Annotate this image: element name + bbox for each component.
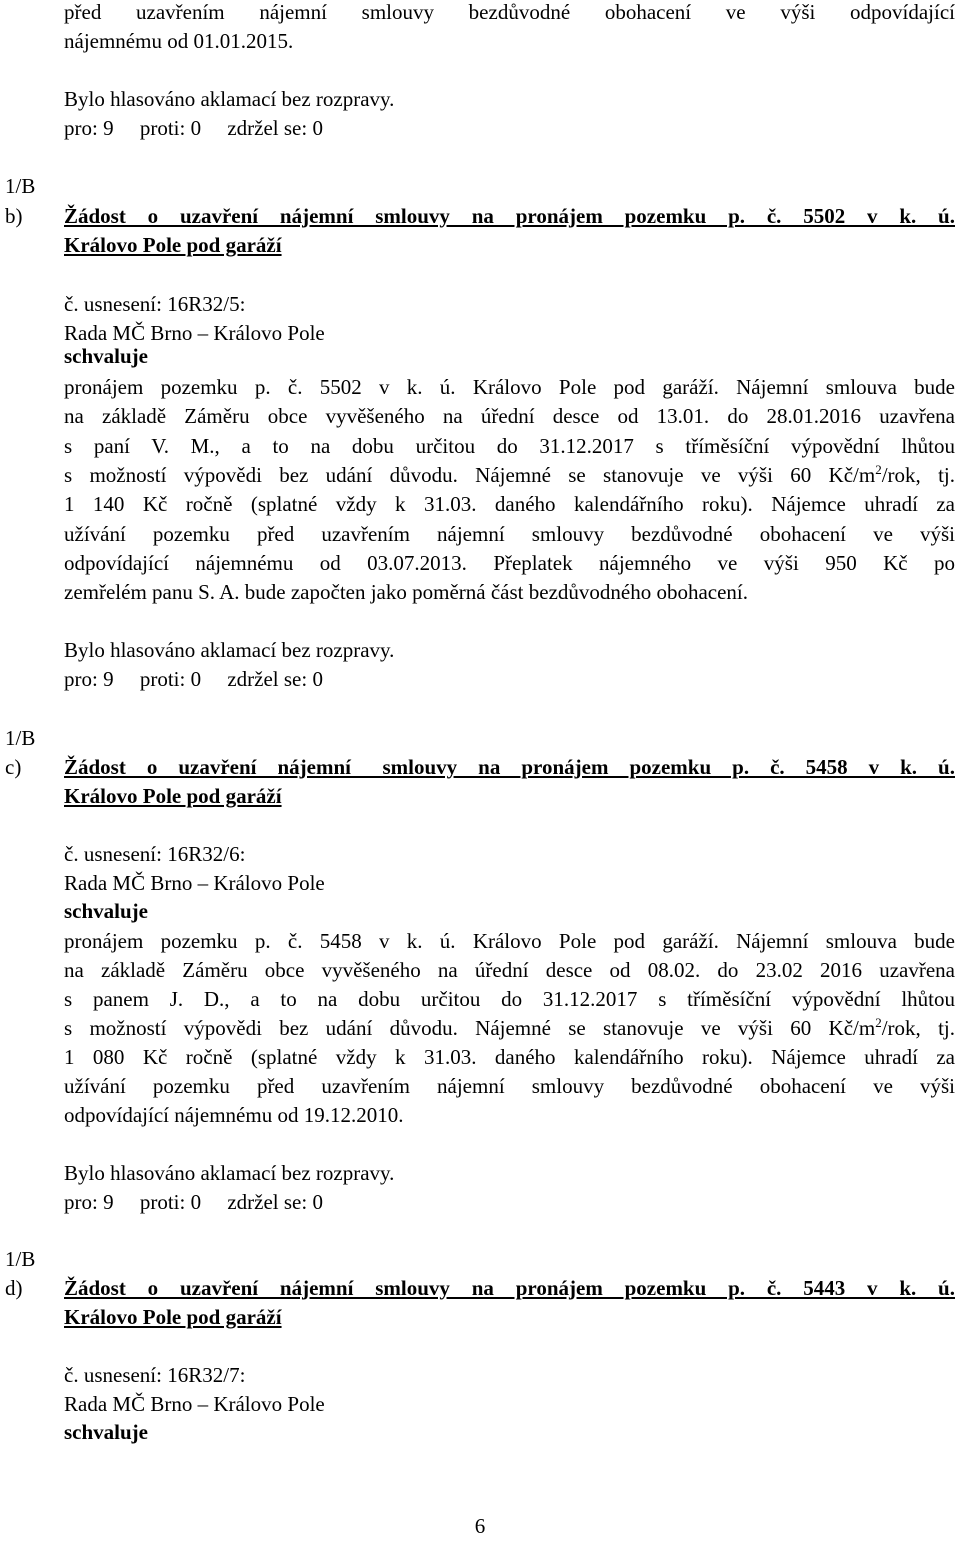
resolution-number: č. usnesení: 16R32/5: [64,292,246,316]
council-name: Rada MČ Brno – Královo Pole [64,1392,325,1416]
council-name: Rada MČ Brno – Královo Pole [64,321,325,345]
paragraph-line: odpovídající nájemnému od 19.12.2010. [64,1103,404,1127]
paragraph-line: 1 140 Kč ročně (splatné vždy k 31.03. daného kalendářního roku). Nájemce uhradí za [64,492,955,516]
rent-text-end: /rok, tj. [881,463,955,487]
item-heading-location: Královo Pole pod garáží [64,233,282,257]
vote-counts: pro: 9 proti: 0 zdržel se: 0 [64,116,323,140]
section-marker: 1/B [5,1247,36,1271]
paragraph-line [64,461,955,491]
item-heading-location: Královo Pole pod garáží [64,1305,282,1329]
item-heading: Žádost o uzavření nájemní smlouvy na pronájem pozemku p. č. 5443 v k. ú. [64,1276,955,1300]
page-number: 6 [474,1514,486,1538]
vote-text: Bylo hlasováno aklamací bez rozpravy. [64,638,395,662]
section-marker: 1/B [5,726,36,750]
paragraph-line: pronájem pozemku p. č. 5502 v k. ú. Královo Pole pod garáží. Nájemní smlouva bude [64,375,955,399]
section-marker: 1/B [5,174,36,198]
item-heading: Žádost o uzavření nájemní smlouvy na pronájem pozemku p. č. 5502 v k. ú. [64,204,955,228]
resolution-number: č. usnesení: 16R32/6: [64,842,246,866]
item-letter: d) [5,1276,23,1300]
resolution-number: č. usnesení: 16R32/7: [64,1363,246,1387]
paragraph-line: užívání pozemku před uzavřením nájemní smlouvy bezdůvodné obohacení ve výši [64,1074,955,1098]
item-letter: c) [5,755,22,779]
vote-counts: pro: 9 proti: 0 zdržel se: 0 [64,667,323,691]
paragraph-line: s paní V. M., a to na dobu určitou do 31.12.2017 s tříměsíční výpovědní lhůtou [64,434,955,458]
approves-label: schvaluje [64,1420,148,1444]
council-name: Rada MČ Brno – Královo Pole [64,871,325,895]
item-letter: b) [5,204,23,228]
approves-label: schvaluje [64,344,148,368]
paragraph-line: odpovídající nájemnému od 03.07.2013. Přeplatek nájemného ve výši 950 Kč po [64,551,955,575]
vote-text: Bylo hlasováno aklamací bez rozpravy. [64,1161,395,1185]
rent-text: s možností výpovědi bez udání důvodu. Nájemné se stanovuje ve výši 60 Kč/m [64,463,876,487]
item-heading: Žádost o uzavření nájemní smlouvy na pronájem pozemku p. č. 5458 v k. ú. [64,755,955,779]
rent-text-end: /rok, tj. [881,1016,955,1040]
paragraph-line [64,1014,955,1044]
approves-label: schvaluje [64,899,148,923]
paragraph-line: před uzavřením nájemní smlouvy bezdůvodné obohacení ve výši odpovídající [64,0,955,24]
paragraph-line: na základě Záměru obce vyvěšeného na úřední desce od 13.01. do 28.01.2016 uzavřena [64,404,955,428]
paragraph-line: 1 080 Kč ročně (splatné vždy k 31.03. daného kalendářního roku). Nájemce uhradí za [64,1045,955,1069]
vote-counts: pro: 9 proti: 0 zdržel se: 0 [64,1190,323,1214]
superscript: 2 [875,1015,882,1030]
vote-text: Bylo hlasováno aklamací bez rozpravy. [64,87,395,111]
paragraph-line: s panem J. D., a to na dobu určitou do 31.12.2017 s tříměsíční výpovědní lhůtou [64,987,955,1011]
paragraph-line: užívání pozemku před uzavřením nájemní smlouvy bezdůvodné obohacení ve výši [64,522,955,546]
item-heading-location: Královo Pole pod garáží [64,784,282,808]
superscript: 2 [875,462,882,477]
paragraph-line: na základě Záměru obce vyvěšeného na úřední desce od 08.02. do 23.02 2016 uzavřena [64,958,955,982]
paragraph-line: zemřelém panu S. A. bude započten jako poměrná část bezdůvodného obohacení. [64,580,749,604]
paragraph-line: nájemnému od 01.01.2015. [64,29,294,53]
paragraph-line: pronájem pozemku p. č. 5458 v k. ú. Královo Pole pod garáží. Nájemní smlouva bude [64,929,955,953]
rent-text: s možností výpovědi bez udání důvodu. Nájemné se stanovuje ve výši 60 Kč/m [64,1016,876,1040]
